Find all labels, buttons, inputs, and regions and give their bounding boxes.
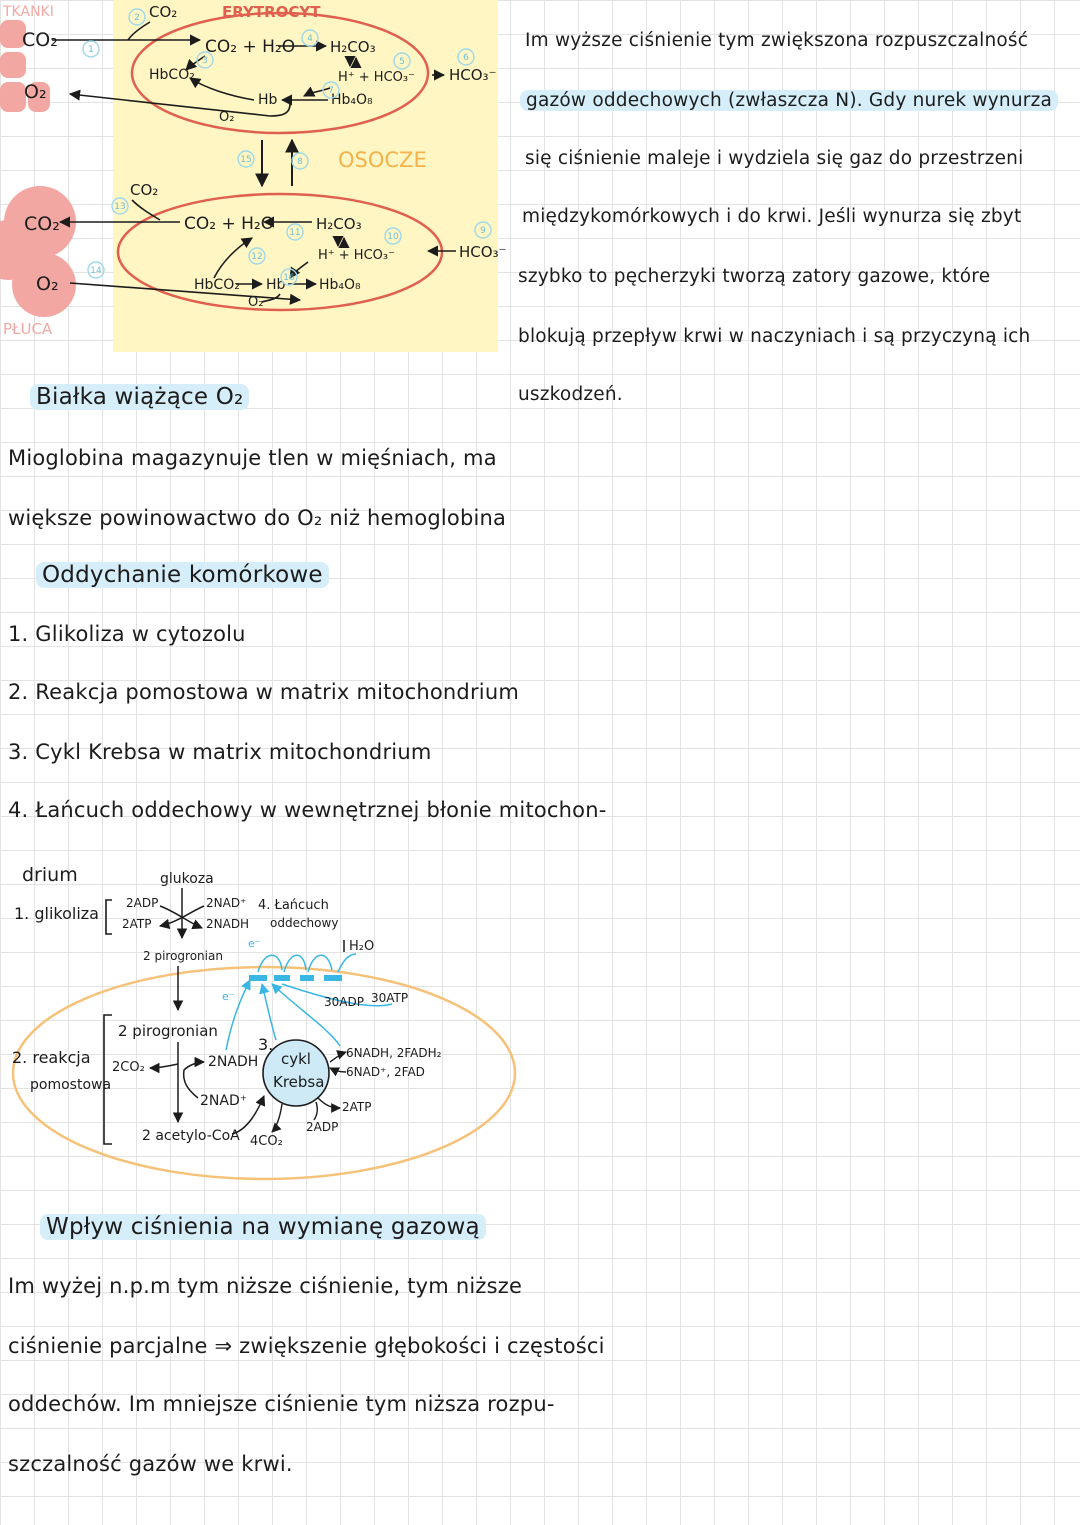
nadh6-label: 6NADH, 2FADH₂ (346, 1046, 442, 1060)
reakcja-label-1: 2. reakcja (12, 1048, 91, 1067)
nadh2-label: 2NADH (206, 917, 250, 931)
respiration-step-2: 2. Reakcja pomostowa w matrix mitochondrium (8, 680, 519, 704)
nadh2b-label: 2NADH (208, 1054, 259, 1070)
chain-label-1: 4. Łańcuch (258, 898, 329, 913)
right-text-line-2-span: gazów oddechowych (zwłaszcza N). Gdy nurek wynurza (520, 90, 1058, 111)
top-o2-inner: O₂ (219, 110, 235, 125)
top-hco3-out: HCO₃⁻ (449, 66, 497, 84)
top-h2co3: H₂CO₃ (330, 38, 376, 56)
right-text-line-6: blokują przepływ krwi w naczyniach i są przyczyną ich (518, 326, 1031, 347)
top-hbco2: HbCO₂ (149, 67, 195, 83)
adp2-label: 2ADP (126, 896, 159, 910)
adp2b-label: 2ADP (306, 1120, 339, 1134)
svg-text:1: 1 (88, 45, 94, 55)
top-hbo8: Hb₄O₈ (331, 92, 373, 108)
bottom-co2-lung: CO₂ (24, 213, 60, 235)
right-text-line-4: międzykomórkowych i do krwi. Jeśli wynurza się zbyt (522, 206, 1022, 227)
top-co2-h2o: CO₂ + H₂O (205, 37, 296, 57)
svg-text:4: 4 (307, 34, 313, 44)
bottom-co2-h2o: CO₂ + H₂O (184, 214, 275, 234)
heading-pressure-span: Wpływ ciśnienia na wymianę gazową (40, 1214, 486, 1240)
respiration-step-4: 4. Łańcuch oddechowy w wewnętrznej błonie mitochon- (8, 798, 607, 822)
svg-text:6: 6 (463, 53, 469, 63)
bottom-hbo8: Hb₄O₈ (319, 277, 361, 293)
bottom-hbco2: HbCO₂ (194, 277, 240, 293)
nad6-label: 6NAD⁺, 2FAD (346, 1065, 425, 1079)
electron-transport-chain (226, 954, 392, 1050)
top-hb: Hb (258, 92, 278, 108)
drium-text: drium (22, 864, 78, 886)
label-osocze: OSOCZE (338, 148, 427, 172)
svg-text:2: 2 (134, 13, 140, 23)
h2o-label: H₂O (349, 939, 375, 954)
right-text-line-3: się ciśnienie maleje i wydziela się gaz do przestrzeni (525, 148, 1024, 169)
acetylo-label: 2 acetylo-CoA (142, 1128, 240, 1144)
pressure-line-4: szczalność gazów we krwi. (8, 1452, 293, 1476)
svg-text:5: 5 (399, 57, 405, 67)
svg-text:7: 7 (328, 86, 334, 96)
heading-pressure (40, 1214, 486, 1240)
co2-4-label: 4CO₂ (250, 1134, 283, 1149)
atp2b-label: 2ATP (342, 1100, 372, 1114)
pirogronian-in: 2 pirogronian (118, 1022, 218, 1040)
bottom-h2co3: H₂CO₃ (316, 215, 362, 233)
svg-text:16: 16 (283, 273, 295, 283)
pressure-line-3: oddechów. Im mniejsze ciśnienie tym niższa rozpu- (8, 1392, 555, 1416)
atp2-label: 2ATP (122, 917, 152, 931)
heading-proteins (30, 384, 249, 410)
proteins-line-2: większe powinowactwo do O₂ niż hemoglobina (8, 506, 507, 530)
right-text-line-1: Im wyższe ciśnienie tym zwiększona rozpuszczalność (525, 30, 1029, 51)
bottom-o2-lung: O₂ (36, 273, 59, 295)
svg-text:15: 15 (240, 155, 252, 165)
svg-text:8: 8 (297, 157, 303, 167)
atp30-label: 30ATP (371, 991, 409, 1005)
bottom-hb: Hb (266, 277, 286, 293)
svg-text:12: 12 (251, 252, 263, 262)
label-pluca: PŁUCA (3, 320, 53, 338)
lung-alveoli (0, 186, 76, 317)
bottom-h-hco3: H⁺ + HCO₃⁻ (318, 248, 395, 263)
adp30-label: 30ADP (324, 995, 364, 1009)
electron-label-1: e⁻ (248, 937, 261, 950)
svg-text:9: 9 (480, 226, 486, 236)
pressure-line-1: Im wyżej n.p.m tym niższe ciśnienie, tym niższe (8, 1274, 523, 1298)
bottom-o2-inner: O₂ (248, 295, 264, 310)
top-o2-tissue: O₂ (24, 81, 47, 103)
svg-text:14: 14 (90, 266, 102, 276)
right-text-line-2 (520, 90, 1058, 111)
bottom-hco3-in: HCO₃⁻ (459, 243, 507, 261)
pirogronian-out: 2 pirogronian (143, 949, 223, 963)
respiration-step-1: 1. Glikoliza w cytozolu (8, 622, 246, 646)
pressure-line-2: ciśnienie parcjalne ⇒ zwiększenie głębokości i częstości (8, 1334, 605, 1358)
glikoliza-bracket (106, 900, 112, 934)
glikoliza-label: 1. glikoliza (14, 904, 99, 923)
glukoza-label: glukoza (160, 871, 214, 887)
heading-proteins-span: Białka wiążące O₂ (30, 384, 249, 410)
right-text-line-5: szybko to pęcherzyki tworzą zatory gazowe, które (518, 266, 991, 287)
reakcja-label-2: pomostowa (30, 1077, 112, 1093)
heading-respiration-span: Oddychanie komórkowe (36, 562, 329, 588)
svg-text:10: 10 (387, 232, 399, 242)
svg-text:13: 13 (114, 202, 126, 212)
plasma-area (113, 0, 498, 352)
nad-plus2-label: 2NAD⁺ (206, 896, 247, 910)
co2-2-label: 2CO₂ (112, 1060, 145, 1075)
krebs-num: 3. (258, 1035, 274, 1054)
label-tkanki: TKANKI (3, 4, 54, 20)
proteins-line-1: Mioglobina magazynuje tlen w mięśniach, ma (8, 446, 497, 470)
top-co2-tissue: CO₂ (22, 29, 58, 51)
electron-label-2: e⁻ (222, 990, 235, 1003)
respiration-step-3: 3. Cykl Krebsa w matrix mitochondrium (8, 740, 432, 764)
nadplus2b-label: 2NAD⁺ (200, 1093, 248, 1109)
krebs-label-1: cykl (281, 1050, 311, 1068)
krebs-label-2: Krebsa (273, 1073, 325, 1091)
top-h-hco3: H⁺ + HCO₃⁻ (338, 70, 415, 85)
heading-respiration (36, 562, 329, 588)
bottom-co2-above: CO₂ (130, 181, 159, 199)
label-erytrocyt: ERYTROCYT (222, 3, 321, 21)
svg-text:11: 11 (289, 228, 301, 238)
gas-exchange-diagram (0, 0, 507, 352)
svg-text:3: 3 (202, 56, 208, 66)
right-text-line-7: uszkodzeń. (518, 384, 623, 405)
chain-label-2: oddechowy (270, 916, 339, 930)
respiration-diagram (12, 864, 515, 1179)
top-co2-above: CO₂ (149, 3, 178, 21)
